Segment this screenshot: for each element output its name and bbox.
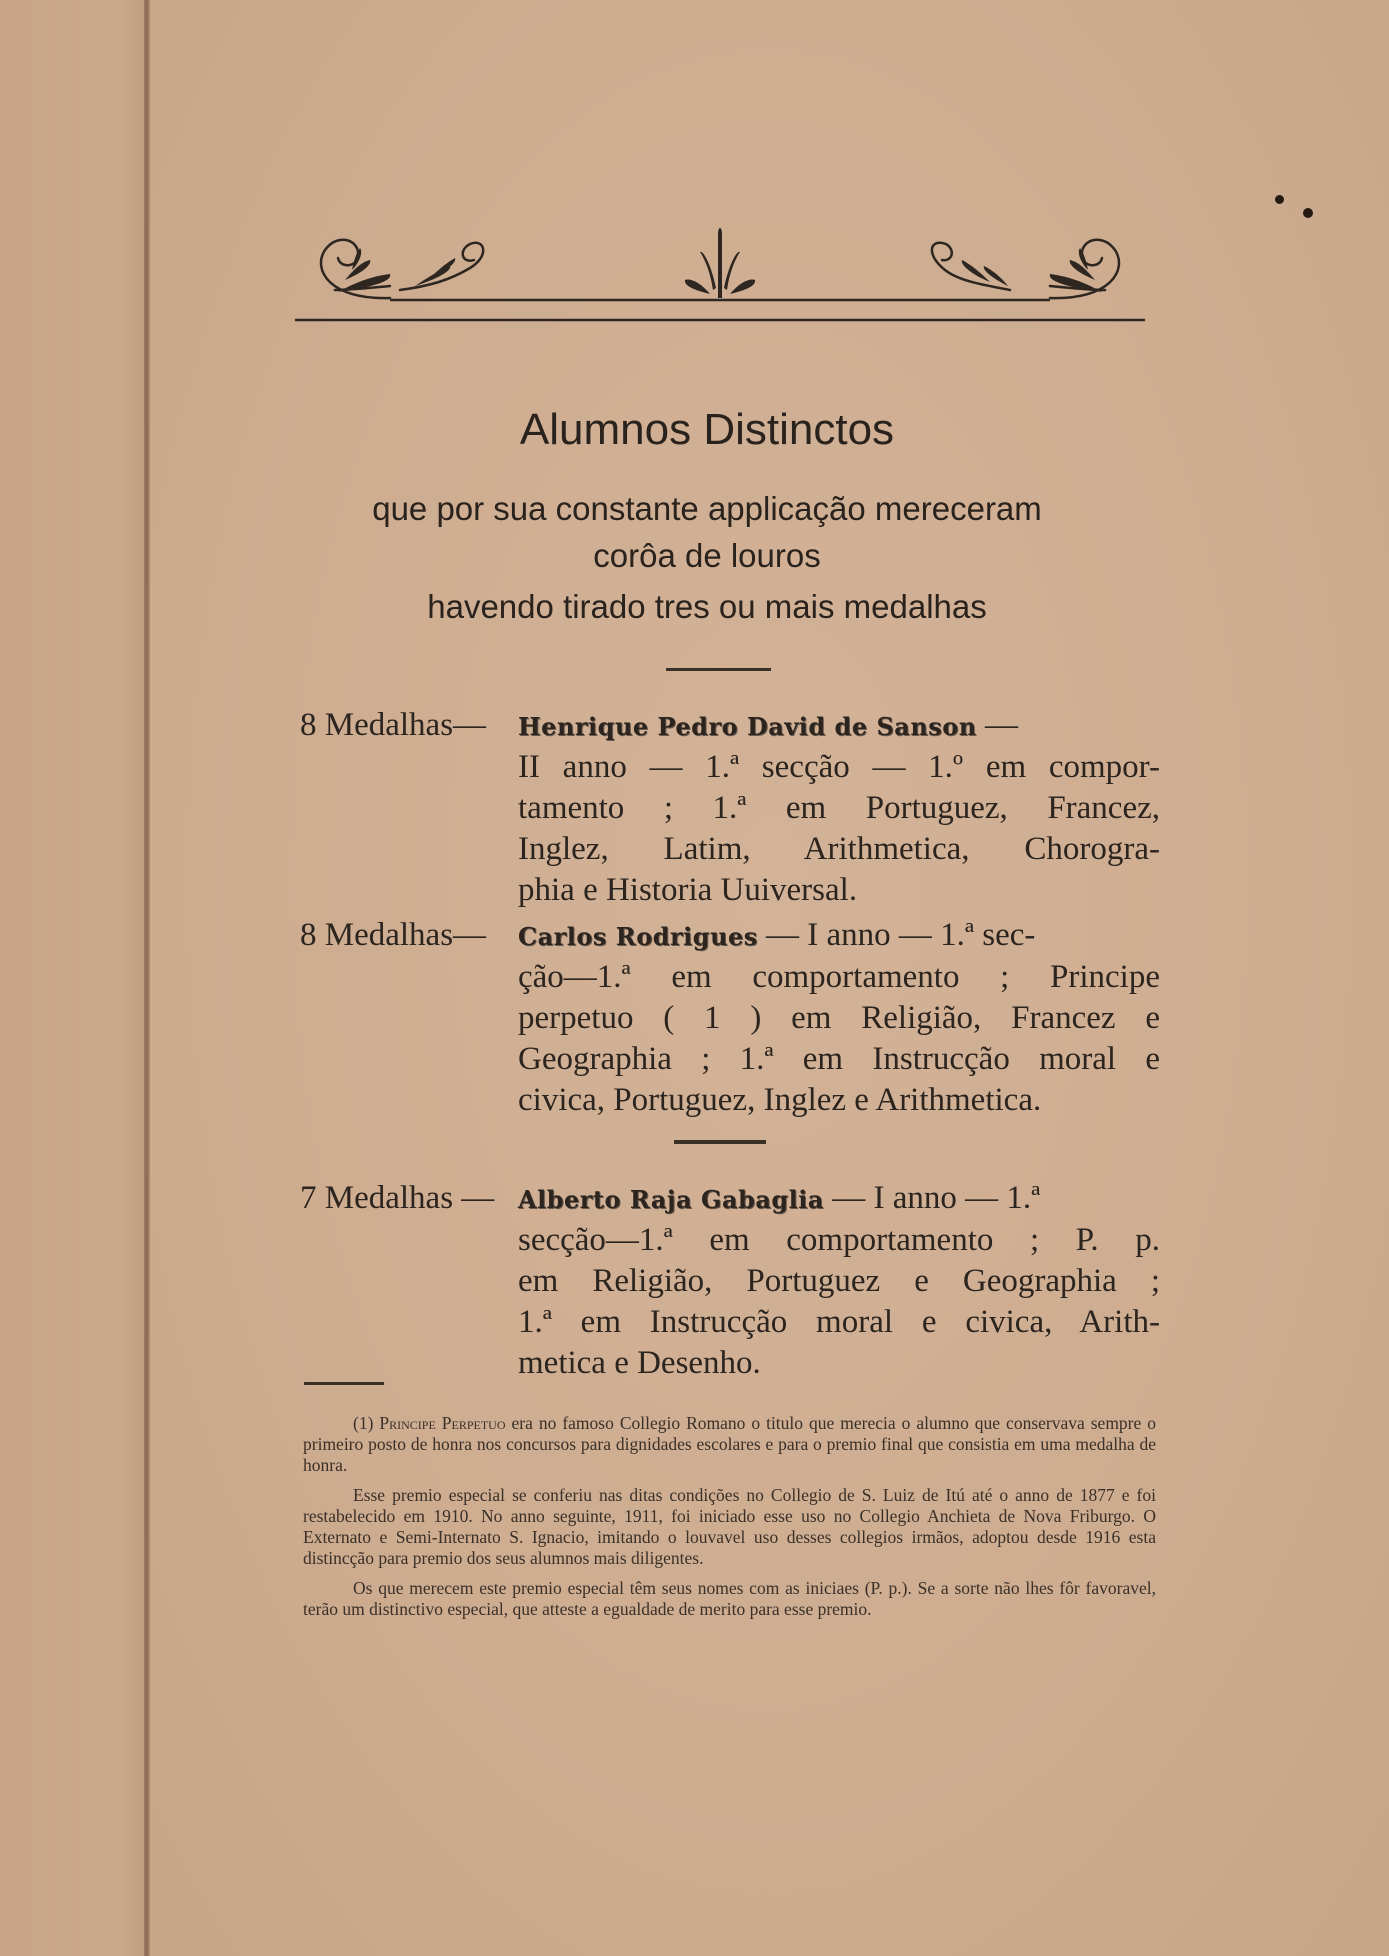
- student-name: Alberto Raja Gabaglia: [518, 1185, 824, 1214]
- medal-count: 8 Medalhas—: [300, 707, 487, 743]
- entry-text: metica e Desenho.: [518, 1345, 761, 1381]
- subtitle-line: corôa de louros: [593, 537, 821, 574]
- entry-text: —: [976, 707, 1018, 743]
- footnote: Os que merecem este premio especial têm seus nomes com as iniciaes (P. p.). Se a sorte não lhes fôr favoravel, terão um distinctivo especial, que atteste a egualdade de merito para esse premio.: [303, 1578, 1156, 1619]
- entry-text: tamento ; 1.ª em Portuguez, Francez,: [518, 790, 1160, 826]
- entry-first-line: [518, 705, 1160, 747]
- student-name: Henrique Pedro David de Sanson: [518, 712, 977, 741]
- entry-first-line: [518, 915, 1160, 957]
- left-page-edge: [0, 0, 146, 1956]
- subtitle-line: havendo tirado tres ou mais medalhas: [427, 588, 987, 625]
- entry-text: phia e Historia Uuiversal.: [518, 872, 858, 908]
- entry-first-line: [518, 1178, 1160, 1220]
- entry-text: secção—1.ª em comportamento ; P. p.: [518, 1222, 1160, 1258]
- entry-text: Inglez, Latim, Arithmetica, Chorogra-: [518, 831, 1160, 867]
- footnote-marker: (1): [353, 1413, 374, 1433]
- subtitle-line: que por sua constante applicação mereceram: [372, 490, 1042, 527]
- entry-text: civica, Portuguez, Inglez e Arithmetica.: [518, 1082, 1042, 1118]
- footnote-term: Principe Perpetuo: [379, 1413, 506, 1433]
- ink-dot: [1303, 208, 1313, 218]
- footnote: [303, 1413, 1156, 1476]
- medal-entry: [300, 1178, 1160, 1384]
- footnote: Esse premio especial se conferiu nas ditas condições no Collegio de S. Luiz de Itú até o anno de 1877 e foi restabelecido em 1910. No anno seguinte, 1911, foi iniciado esse uso no Collegio Anchieta de Nova Friburgo. O Externato e Semi-Internato S. Ignacio, imitando o louvavel uso desses collegios irmãos, adoptou desde 1916 esta distincção para premio dos seus alumnos mais diligentes.: [303, 1485, 1156, 1568]
- medal-entry: [300, 915, 1160, 1121]
- medal-count: 7 Medalhas —: [300, 1180, 495, 1216]
- entry-text: — I anno — 1.ª sec-: [757, 917, 1036, 953]
- entry-text: perpetuo ( 1 ) em Religião, Francez e: [518, 1000, 1160, 1036]
- divider: [666, 668, 771, 671]
- floral-scroll-ornament-icon: [290, 210, 1150, 330]
- entry-text: — I anno — 1.ª: [823, 1180, 1041, 1216]
- student-name: Carlos Rodrigues: [518, 922, 758, 951]
- footnotes: [303, 1413, 1156, 1629]
- footnote-text: era no famoso Collegio Romano o titulo que merecia o alumno que conservava sempre o primeiro posto de honra nos concursos para dignidades escolares e para o premio final que consistia em uma medalha de honra.: [303, 1413, 1157, 1475]
- entry-text: ção—1.ª em comportamento ; Principe: [518, 959, 1160, 995]
- footnote-separator: [304, 1382, 384, 1385]
- page-title: Alumnos Distinctos: [519, 405, 895, 454]
- ink-dots-icon: [1275, 195, 1315, 225]
- ink-dot: [1275, 195, 1284, 204]
- entry-text: 1.ª em Instrucção moral e civica, Arith-: [518, 1304, 1160, 1340]
- entry-text: II anno — 1.ª secção — 1.º em compor-: [518, 749, 1160, 785]
- divider: [674, 1140, 766, 1144]
- medal-count: 8 Medalhas—: [300, 917, 487, 953]
- entry-text: Geographia ; 1.ª em Instrucção moral e: [518, 1041, 1160, 1077]
- medal-entry: [300, 705, 1160, 911]
- entry-text: em Religião, Portuguez e Geographia ;: [518, 1263, 1160, 1299]
